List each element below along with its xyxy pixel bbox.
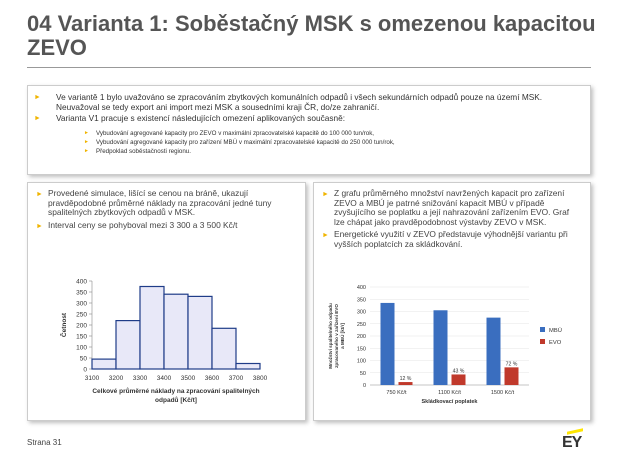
x-tick-label: 3500 <box>180 375 196 382</box>
x-axis-label: Celkové průměrné náklady na zpracování spalitelných <box>92 388 260 395</box>
histogram-bar <box>212 328 236 369</box>
histogram-bar <box>140 287 164 370</box>
y-tick-label: 100 <box>356 358 366 365</box>
legend-label-evo: EVO <box>549 340 562 346</box>
y-tick-label: 50 <box>359 370 366 377</box>
x-tick-label: 3200 <box>108 375 124 382</box>
slide-title: 04 Varianta 1: Soběstačný MSK s omezenou kapacitou ZEVO <box>27 11 596 60</box>
histogram-bar <box>116 321 140 369</box>
y-tick-label: 200 <box>76 322 87 330</box>
page-number: Strana 31 <box>27 438 62 447</box>
capacity-bullet-2: ► Energetické využití v ZEVO představuje výhodnější variantu při vyšších poplatcích za skládkování. <box>322 230 582 249</box>
x-tick-label: 1500 Kč/t <box>490 390 515 396</box>
y-axis-label: a MBÚ [kt/r] <box>340 323 345 349</box>
y-tick-label: 400 <box>356 285 366 291</box>
y-tick-label: 150 <box>76 333 87 341</box>
x-tick-label: 3400 <box>156 375 172 382</box>
x-tick-label: 3600 <box>204 375 220 382</box>
y-tick-label: 100 <box>76 344 87 352</box>
capacity-bullet-1: ► Z grafu průměrného množství navržených kapacit pro zařízení ZEVO a MBÚ je patrné snižování kapacit MBÚ v případě zvyšujícího se poplatku a její nahrazování zařízením EVO. Graf lze chápat jako pravděpodobnost výstavby ZEVO v MSK. <box>322 189 582 227</box>
bar-evo <box>452 374 466 385</box>
y-tick-label: 400 <box>76 278 87 286</box>
y-tick-label: 350 <box>356 297 366 304</box>
simulation-box <box>27 182 306 421</box>
data-label: 12 % <box>399 376 412 383</box>
bar-evo <box>505 367 519 385</box>
bar-mbú <box>434 310 448 385</box>
y-tick-label: 250 <box>76 311 87 319</box>
y-tick-label: 250 <box>356 321 366 328</box>
y-tick-label: 0 <box>83 366 87 374</box>
intro-bullet-2-text: Varianta V1 pracuje s existencí následujících omezení aplikovaných současně: <box>56 113 346 123</box>
intro-bullet-1: ► Ve variantě 1 bylo uvažováno se zpracováním zbytkových komunálních odpadů i všech sekundárních odpadů pouze na území MSK. Neuvažoval se tedy export ani import mezi MSK a sousedními kraji ČR, do/ze zahraničí. <box>34 92 582 112</box>
y-tick-label: 50 <box>79 355 87 363</box>
x-tick-label: 1100 Kč/t <box>438 390 461 396</box>
y-axis-label: Množství spalitelného odpadu <box>328 303 333 369</box>
legend-swatch-mbú <box>540 327 545 332</box>
histogram-bar <box>236 364 260 370</box>
y-tick-label: 0 <box>362 383 366 389</box>
y-axis-label: Četnost <box>61 312 68 338</box>
legend-label-mbú: MBÚ <box>549 328 562 334</box>
y-tick-label: 300 <box>356 309 366 316</box>
bar-mbú <box>487 318 501 385</box>
intro-bullet-2 <box>34 113 582 156</box>
constraint-item: ► Předpoklad soběstačnosti regionu. <box>62 147 574 156</box>
bar-mbú <box>381 303 395 385</box>
y-tick-label: 350 <box>76 289 87 297</box>
histogram-bar <box>92 359 116 369</box>
data-label: 72 % <box>505 361 518 368</box>
histogram-bar <box>164 294 188 369</box>
histogram-bar <box>188 296 212 369</box>
y-tick-label: 200 <box>356 334 366 340</box>
ey-logo: EY <box>562 434 582 451</box>
simulation-bullet-2: ► Interval ceny se pohyboval mezi 3 300 a 3 500 Kč/t <box>36 221 297 231</box>
title-divider <box>27 67 591 68</box>
simulation-bullet-1: ► Provedené simulace, lišící se cenou na bráně, ukazují pravděpodobné průměrné náklady na zpracování jedné tuny spalitelných zbytkových odpadů v MSK. <box>36 189 297 218</box>
capacity-bar-chart <box>314 279 590 419</box>
cost-histogram-chart <box>28 269 305 419</box>
y-tick-label: 150 <box>356 346 366 353</box>
data-label: 43 % <box>452 368 465 375</box>
x-tick-label: 3300 <box>132 375 148 382</box>
x-tick-label: 750 Kč/t <box>386 390 407 396</box>
x-axis-label-cont: odpadů [Kč/t] <box>155 397 197 404</box>
bar-evo <box>399 382 413 385</box>
x-tick-label: 3100 <box>84 375 100 382</box>
intro-box <box>27 85 591 175</box>
legend-swatch-evo <box>540 339 545 344</box>
x-tick-label: 3700 <box>228 375 244 382</box>
constraint-item: ► Vybudování agregované kapacity pro zařízení MBÚ v maximální zpracovatelské kapacitě do 250 000 tun/rok, <box>62 138 574 147</box>
constraint-item: ► Vybudování agregované kapacity pro ZEVO v maximální zpracovatelské kapacitě do 100 000 tun/rok, <box>62 129 574 138</box>
capacity-box <box>313 182 591 421</box>
y-tick-label: 300 <box>76 300 87 308</box>
x-tick-label: 3800 <box>252 375 268 382</box>
x-axis-label: Skládkovací poplatek <box>421 399 478 405</box>
y-axis-label: zpracovaného v zařízení EVO <box>334 304 339 368</box>
